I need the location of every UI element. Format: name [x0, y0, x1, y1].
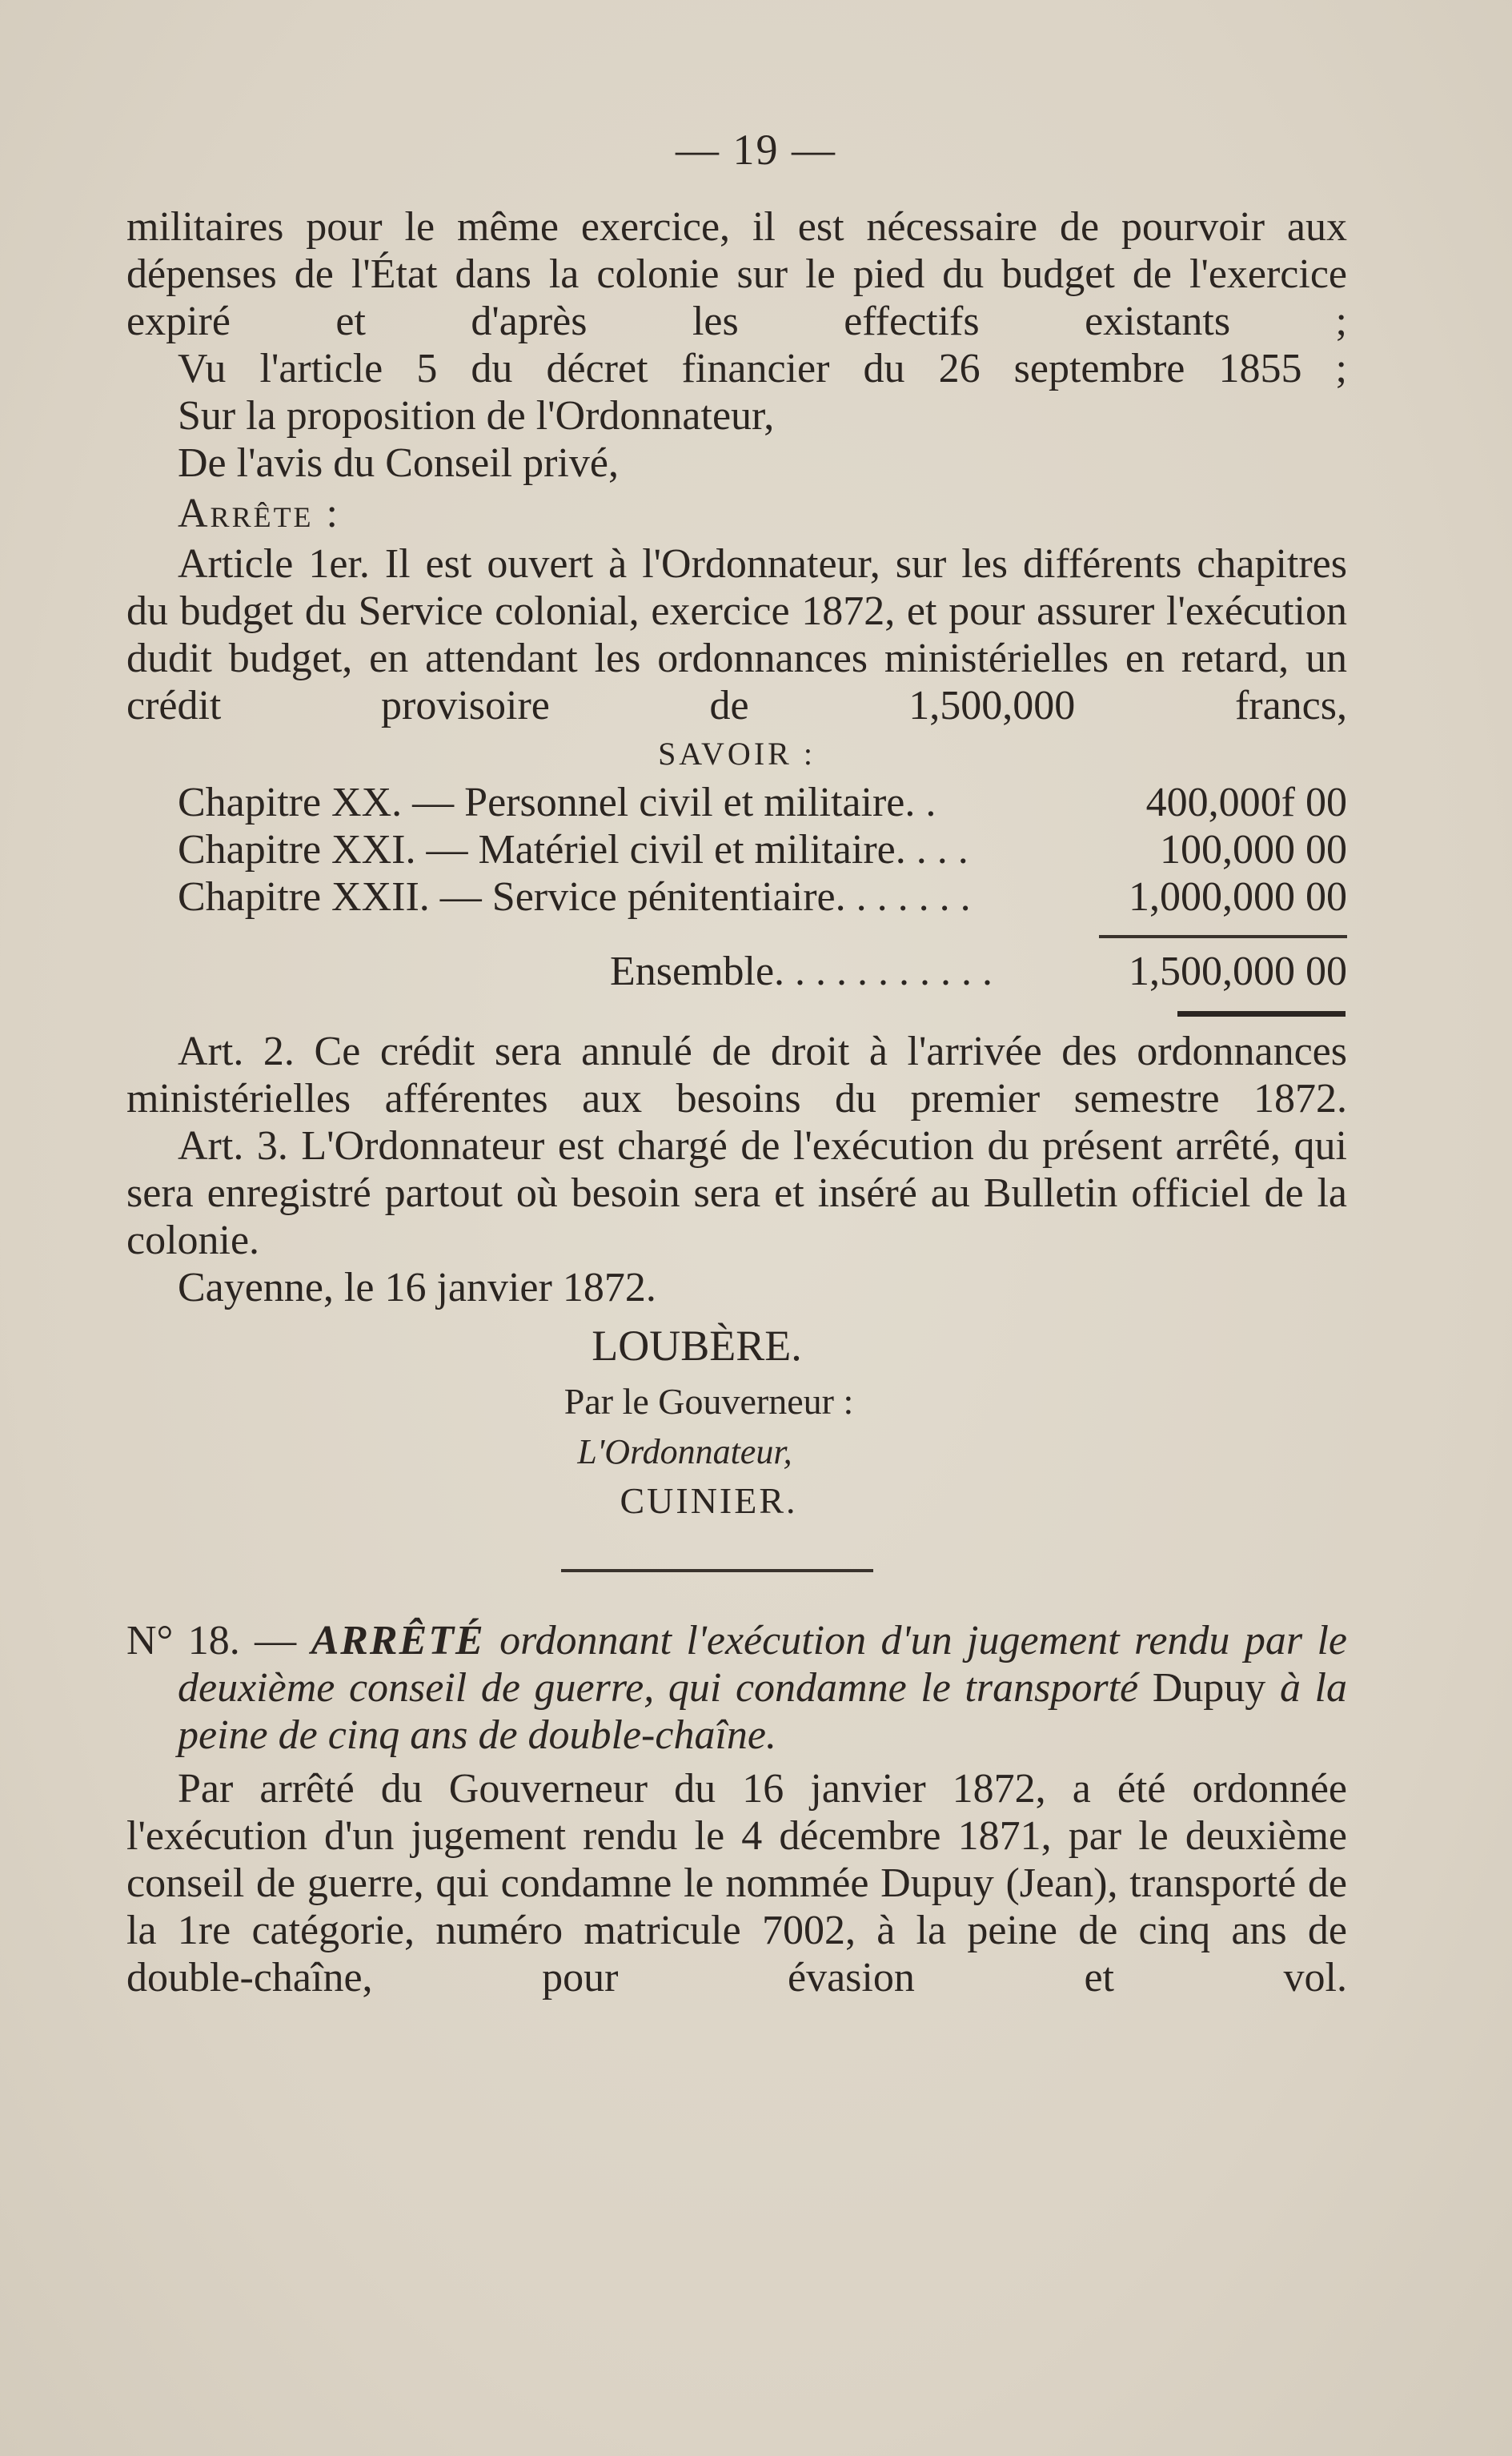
budget-row [126, 826, 1347, 873]
section-separator [561, 1569, 873, 1572]
article-2: Art. 2. Ce crédit sera annulé de droit à l'arrivée des ordonnances ministérielles afférentes aux besoins du premier semestre 1872. [126, 1029, 1347, 1122]
budget-total-row [126, 948, 1347, 995]
page-number: — 19 — [676, 126, 836, 174]
decree-title-end: à la peine de cinq ans de double-chaîne. [178, 1665, 1348, 1758]
decree-heading [126, 1617, 1347, 1759]
article-3: Art. 3. L'Ordonnateur est chargé de l'exécution du présent arrêté, qui sera enregistré partout où besoin sera et inséré au Bulletin officiel de la colonie. [126, 1123, 1347, 1263]
decree-number: N° 18. — [126, 1618, 297, 1663]
decree-title: ordonnant l'exécution d'un jugement rendu par le deuxième conseil de guerre, qui condamne le transporté [178, 1618, 1347, 1711]
document-body [126, 203, 1347, 2001]
paragraph-avis: De l'avis du Conseil privé, [178, 440, 619, 486]
decree-arrete-word: ARRÊTÉ [311, 1618, 485, 1663]
ordonnateur-title: L'Ordonnateur, [577, 1432, 792, 1471]
place-date: Cayenne, le 16 janvier 1872. [178, 1265, 656, 1310]
end-rule [1177, 1011, 1346, 1017]
budget-row-label: Chapitre XX. — Personnel civil et militaire. . [178, 780, 936, 825]
budget-total-amount: 1,500,000 00 [1129, 949, 1347, 994]
article-1: Article 1er. Il est ouvert à l'Ordonnateur, sur les différents chapitres du budget du Service colonial, exercice 1872, et pour assurer l'exécution dudit budget, en attendant les ordonnances ministérielles en retard, un crédit provisoire de 1,500,000 francs, [126, 541, 1347, 728]
budget-row-label: Chapitre XXI. — Matériel civil et militaire. . . . [178, 827, 969, 873]
budget-row [126, 873, 1347, 921]
total-rule [1099, 935, 1347, 938]
signature-ordonnateur: CUINIER. [620, 1480, 798, 1521]
arrete-heading: Arrête : [178, 491, 340, 536]
decree-body: Par arrêté du Gouverneur du 16 janvier 1872, a été ordonnée l'exécution d'un jugement rendu le 4 décembre 1871, par le deuxième conseil de guerre, qui condamne le nommée Dupuy (Jean), transporté de la 1re catégorie, numéro matricule 7002, à la peine de cinq ans de double-chaîne, pour évasion et vol. [126, 1766, 1347, 2001]
budget-row-amount: 1,000,000 00 [1129, 874, 1347, 920]
par-le-gouverneur: Par le Gouverneur : [563, 1381, 854, 1422]
signature-governor: LOUBÈRE. [592, 1322, 802, 1370]
budget-total-label: Ensemble. . . . . . . . . . . [610, 949, 993, 994]
budget-row-label: Chapitre XXII. — Service pénitentiaire. . . . . . . [178, 874, 971, 920]
paragraph-continuation: militaires pour le même exercice, il est nécessaire de pourvoir aux dépenses de l'État dans la colonie sur le pied du budget de l'exercice expiré et d'après les effectifs existants ; [126, 204, 1347, 344]
decree-name: Dupuy [1152, 1665, 1266, 1711]
paragraph-proposition: Sur la proposition de l'Ordonnateur, [178, 393, 775, 439]
budget-row [126, 779, 1347, 826]
budget-row-amount: 400,000f 00 [1145, 780, 1347, 825]
savoir-label: SAVOIR : [658, 736, 816, 772]
paragraph-vu: Vu l'article 5 du décret financier du 26 septembre 1855 ; [178, 346, 1347, 391]
budget-row-amount: 100,000 00 [1160, 827, 1347, 873]
